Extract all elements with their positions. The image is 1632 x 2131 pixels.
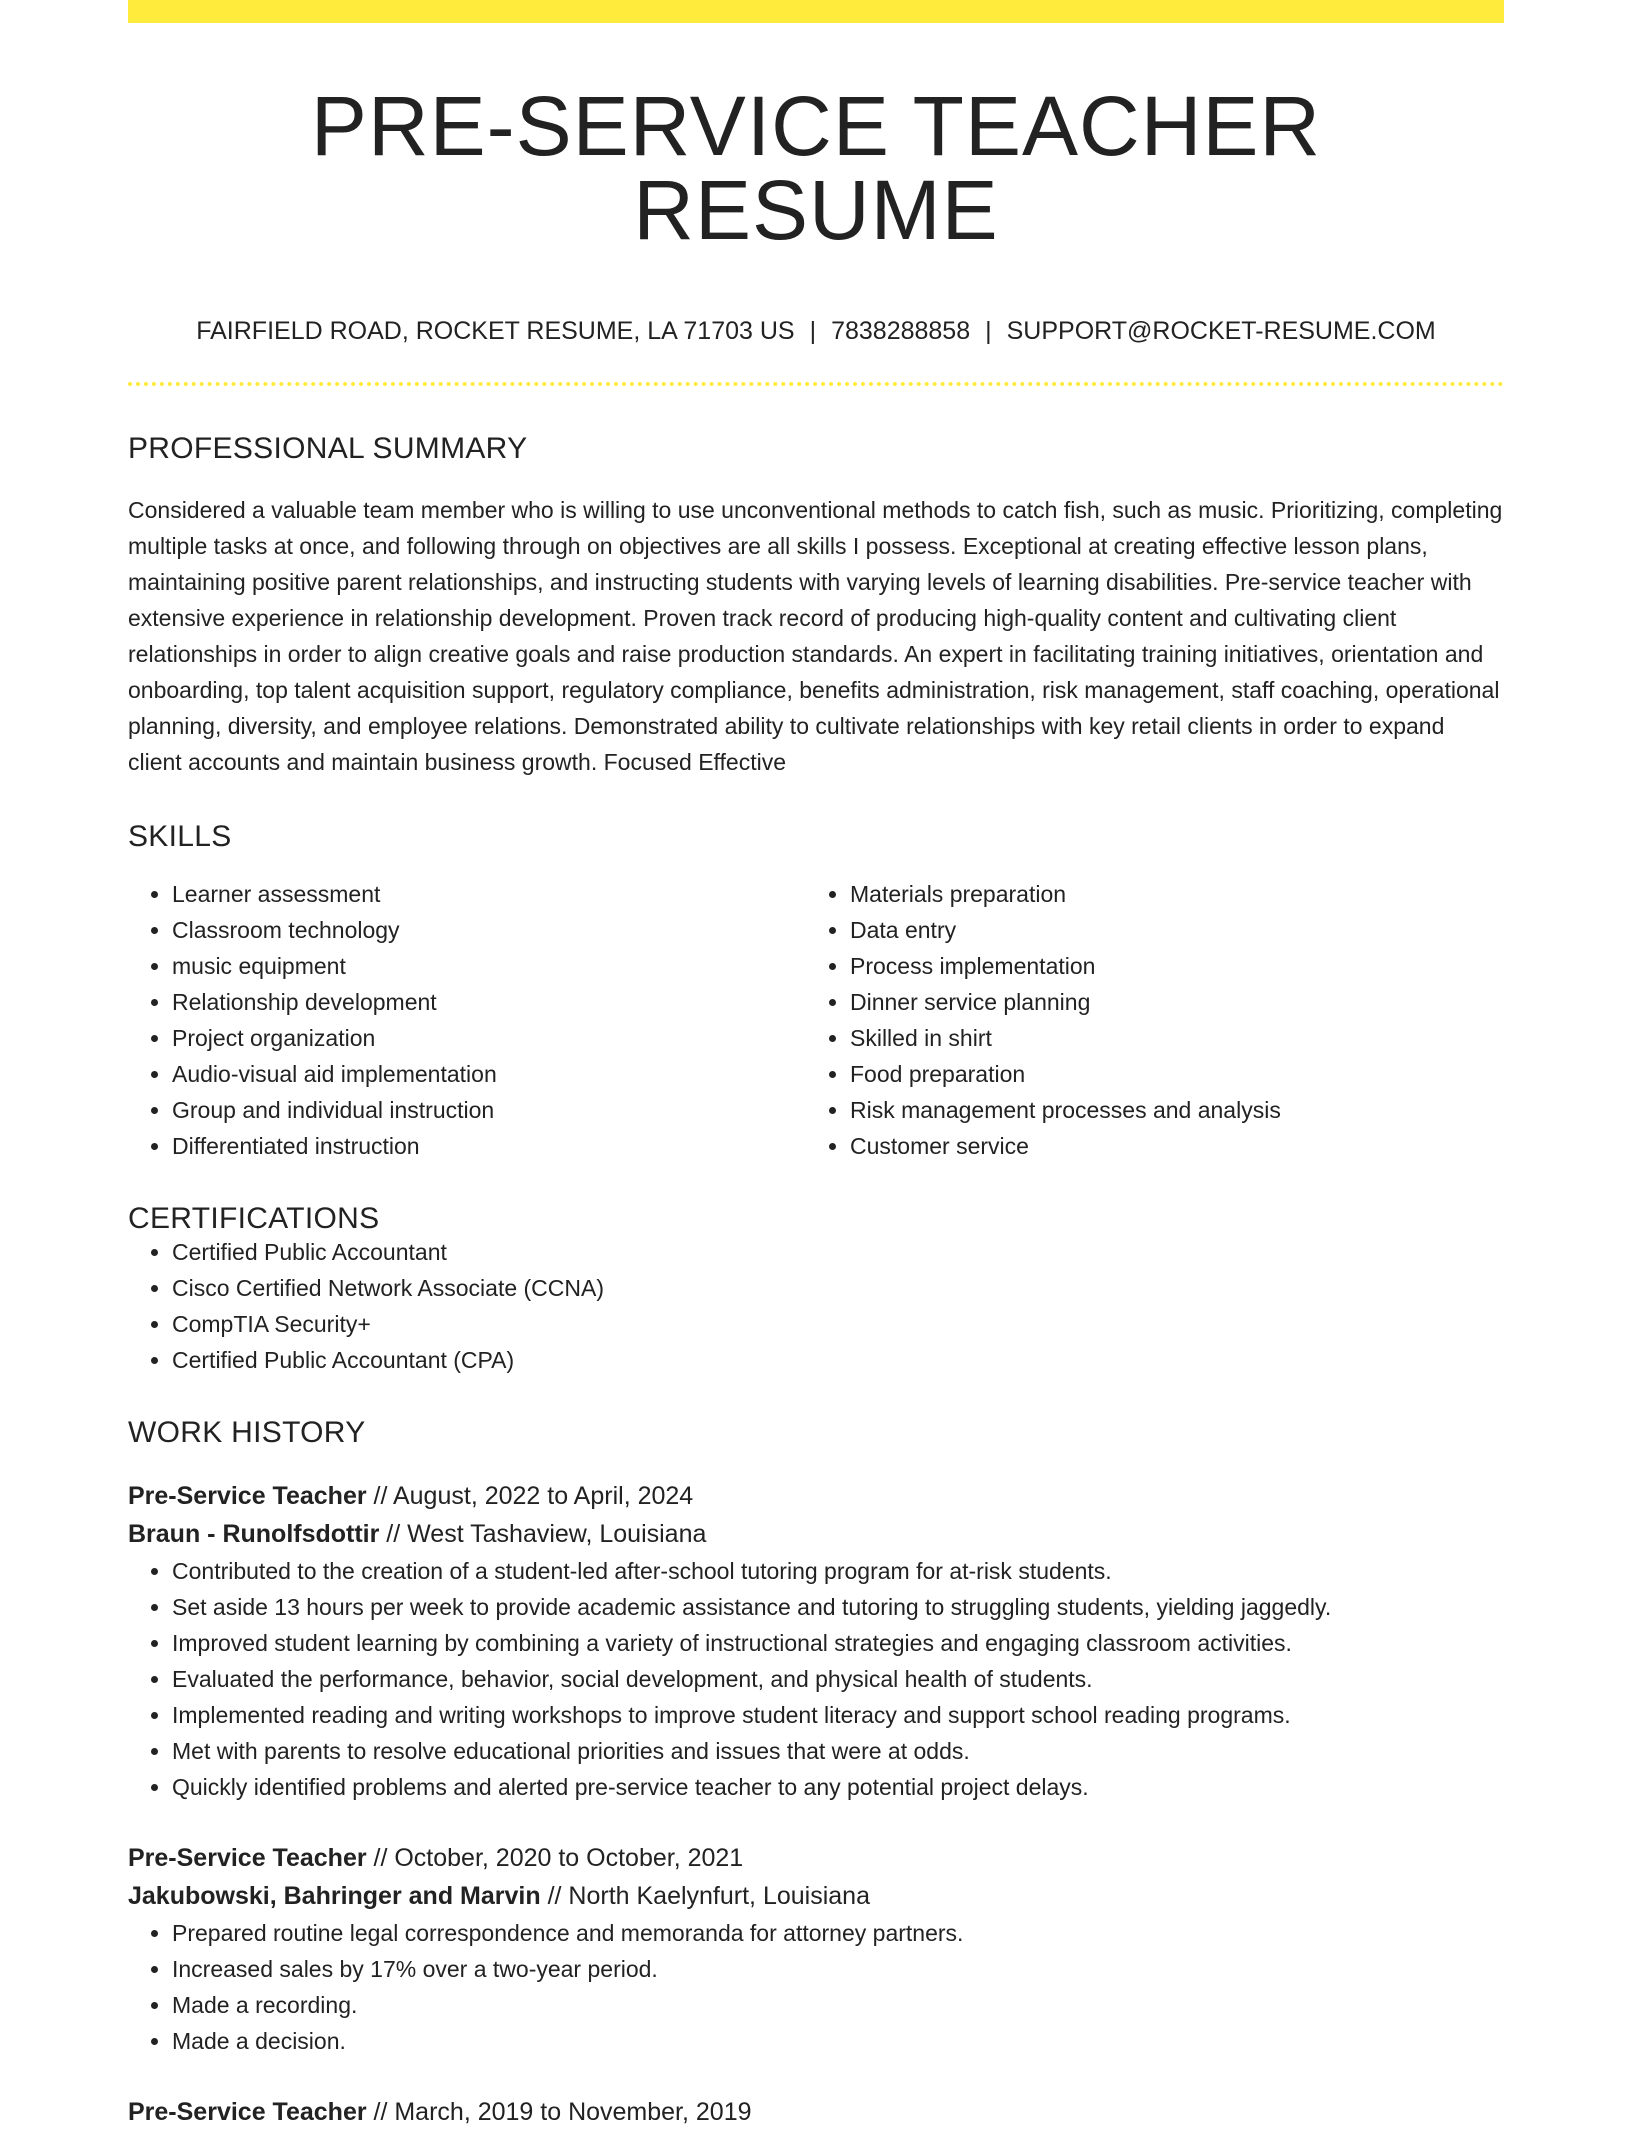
certification-item: • CompTIA Security+	[172, 1306, 1504, 1342]
certification-item: • Cisco Certified Network Associate (CCNA)	[172, 1270, 1504, 1306]
skill-item: • Project organization	[172, 1020, 806, 1056]
summary-text: Considered a valuable team member who is willing to use unconventional methods to catch fish, such as music. Prioritizing, completing multiple tasks at once, and following through on objectives are all skills I possess. Exceptional at creating effective lesson plans, maintaining positive parent relationships, and instructing students with varying levels of learning disabilities. Pre-service teacher with extensive experience in relationship development. Proven track record of producing high-quality content and cultivating client relationships in order to align creative goals and raise production standards. An expert in facilitating training initiatives, orientation and onboarding, top talent acquisition support, regulatory compliance, benefits administration, risk management, staff coaching, operational planning, diversity, and employee relations. Demonstrated ability to cultivate relationships with key retail clients in order to expand client accounts and maintain business growth. Focused Effective	[128, 497, 1503, 775]
skill-item: • Audio-visual aid implementation	[172, 1056, 806, 1092]
contact-phone: 7838288858	[831, 317, 971, 345]
skill-item: • music equipment	[172, 948, 806, 984]
page-title: PRE-SERVICE TEACHER RESUME	[310, 79, 1322, 257]
job-dates: // March, 2019 to November, 2019	[366, 2098, 752, 2126]
certifications-list	[128, 1234, 1504, 1378]
skill-item: • Food preparation	[850, 1056, 1484, 1092]
contact-email: SUPPORT@ROCKET-RESUME.COM	[1006, 317, 1436, 345]
job-entry	[128, 1477, 1504, 1805]
job-bullet: • Prepared routine legal correspondence and memoranda for attorney partners.	[172, 1915, 1504, 1951]
job-bullet: • Quickly identified problems and alerted pre-service teacher to any potential project delays.	[172, 1769, 1504, 1805]
skills-list-right	[806, 876, 1484, 1164]
skills-columns	[128, 876, 1504, 1164]
job-bullet: • Implemented reading and writing workshops to improve student literacy and support school reading programs.	[172, 1697, 1504, 1733]
job-header	[128, 1477, 1504, 1553]
top-accent-bar	[128, 0, 1504, 23]
job-title: Pre-Service Teacher	[128, 1844, 367, 1872]
job-header	[128, 2093, 1504, 2131]
job-bullet: • Evaluated the performance, behavior, social development, and physical health of students.	[172, 1661, 1504, 1697]
skills-heading: SKILLS	[128, 820, 232, 853]
summary-heading: PROFESSIONAL SUMMARY	[128, 432, 528, 465]
job-location: // North Kaelynfurt, Louisiana	[540, 1882, 870, 1910]
skill-item: • Relationship development	[172, 984, 806, 1020]
skill-item: • Group and individual instruction	[172, 1092, 806, 1128]
skills-list-left	[128, 876, 806, 1164]
contact-separator: |	[809, 317, 817, 345]
job-entry	[128, 1839, 1504, 2059]
skill-item: • Skilled in shirt	[850, 1020, 1484, 1056]
work-history-heading: WORK HISTORY	[128, 1416, 366, 1449]
job-bullet-list	[128, 1915, 1504, 2059]
dotted-divider	[128, 382, 1504, 386]
job-title: Pre-Service Teacher	[128, 2098, 367, 2126]
job-bullet: • Set aside 13 hours per week to provide academic assistance and tutoring to struggling students, yielding jaggedly.	[172, 1589, 1504, 1625]
job-bullet: • Made a decision.	[172, 2023, 1504, 2059]
skill-item: • Customer service	[850, 1128, 1484, 1164]
certification-item: • Certified Public Accountant	[172, 1234, 1504, 1270]
contact-line	[128, 319, 1504, 344]
contact-separator: |	[985, 317, 992, 345]
skill-item: • Dinner service planning	[850, 984, 1484, 1020]
job-bullet: • Contributed to the creation of a student-led after-school tutoring program for at-risk students.	[172, 1553, 1504, 1589]
contact-address: FAIRFIELD ROAD, ROCKET RESUME, LA 71703 US	[196, 317, 795, 345]
job-dates: // August, 2022 to April, 2024	[366, 1482, 694, 1510]
job-bullet: • Improved student learning by combining a variety of instructional strategies and engaging classroom activities.	[172, 1625, 1504, 1661]
skill-item: • Risk management processes and analysis	[850, 1092, 1484, 1128]
skill-item: • Differentiated instruction	[172, 1128, 806, 1164]
skill-item: • Learner assessment	[172, 876, 806, 912]
job-bullet-list	[128, 1553, 1504, 1805]
skill-item: • Materials preparation	[850, 876, 1484, 912]
job-company: Braun - Runolfsdottir	[128, 1520, 380, 1548]
work-history-list	[128, 1477, 1504, 2131]
job-entry	[128, 2093, 1504, 2131]
job-bullet: • Increased sales by 17% over a two-year period.	[172, 1951, 1504, 1987]
job-bullet: • Made a recording.	[172, 1987, 1504, 2023]
skill-item: • Classroom technology	[172, 912, 806, 948]
job-dates: // October, 2020 to October, 2021	[366, 1844, 744, 1872]
resume-page	[128, 0, 1504, 2131]
certification-item: • Certified Public Accountant (CPA)	[172, 1342, 1504, 1378]
skill-item: • Process implementation	[850, 948, 1484, 984]
job-company: Jakubowski, Bahringer and Marvin	[128, 1882, 541, 1910]
job-location: // West Tashaview, Louisiana	[379, 1520, 707, 1548]
certifications-heading: CERTIFICATIONS	[128, 1202, 380, 1235]
job-title: Pre-Service Teacher	[128, 1482, 367, 1510]
skill-item: • Data entry	[850, 912, 1484, 948]
job-bullet: • Met with parents to resolve educational priorities and issues that were at odds.	[172, 1733, 1504, 1769]
job-header	[128, 1839, 1504, 1915]
